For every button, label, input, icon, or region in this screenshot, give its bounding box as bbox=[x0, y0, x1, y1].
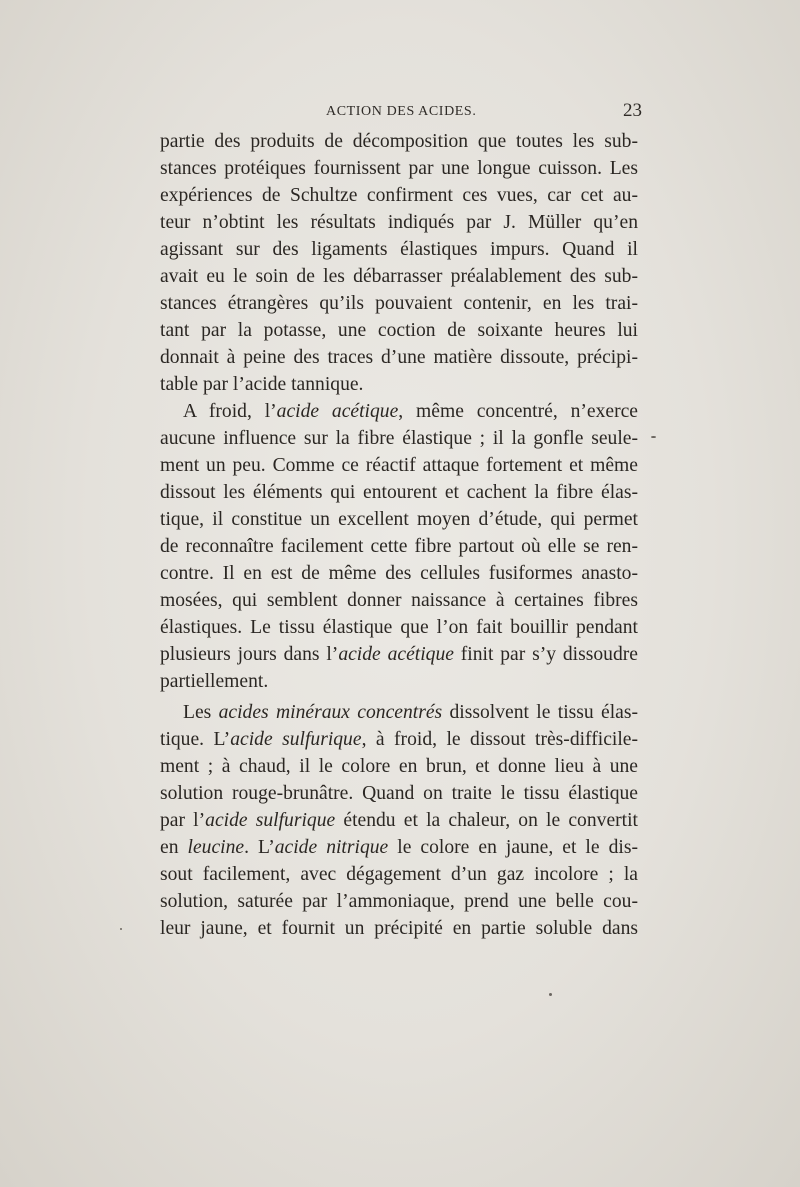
text-line: solution, saturée par l’ammoniaque, prend une belle cou- bbox=[160, 891, 638, 912]
text-line: stances étrangères qu’ils pouvaient contenir, en les trai- bbox=[160, 293, 638, 314]
text-line: stances protéiques fournissent par une longue cuisson. Les bbox=[160, 158, 638, 179]
text-line: ment ; à chaud, il le colore en brun, et donne lieu à une bbox=[160, 756, 638, 777]
text-line: table par l’acide tannique. bbox=[160, 374, 364, 395]
text-line: en leucine. L’acide nitrique le colore en jaune, et le dis- bbox=[160, 837, 638, 858]
paper-speck bbox=[549, 993, 552, 996]
text-line: tant par la potasse, une coction de soixante heures lui bbox=[160, 320, 638, 341]
text-line: expériences de Schultze confirment ces vues, car cet au- bbox=[160, 185, 638, 206]
page-number: 23 bbox=[623, 100, 642, 121]
text-line: de reconnaître facilement cette fibre partout où elle se ren- bbox=[160, 536, 638, 557]
text-line: aucune influence sur la fibre élastique ; il la gonfle seule- bbox=[160, 428, 638, 449]
text-line: dissout les éléments qui entourent et cachent la fibre élas- bbox=[160, 482, 638, 503]
text-line: donnait à peine des traces d’une matière dissoute, précipi- bbox=[160, 347, 638, 368]
text-line: mosées, qui semblent donner naissance à certaines fibres bbox=[160, 590, 638, 611]
text-line: plusieurs jours dans l’acide acétique finit par s’y dissoudre bbox=[160, 644, 638, 665]
running-head bbox=[160, 100, 642, 126]
text-line: sout facilement, avec dégagement d’un gaz incolore ; la bbox=[160, 864, 638, 885]
paragraph-2 bbox=[160, 398, 638, 695]
paragraph-3 bbox=[160, 699, 638, 942]
paragraph-1 bbox=[160, 128, 638, 398]
running-title: ACTION DES ACIDES. bbox=[326, 104, 477, 119]
text-line: contre. Il en est de même des cellules fusiformes anasto- bbox=[160, 563, 638, 584]
text-line: solution rouge-brunâtre. Quand on traite le tissu élastique bbox=[160, 783, 638, 804]
text-line: élastiques. Le tissu élastique que l’on fait bouillir pendant bbox=[160, 617, 638, 638]
body-text bbox=[160, 128, 638, 942]
text-line: par l’acide sulfurique étendu et la chaleur, on le convertit bbox=[160, 810, 638, 831]
text-line: tique, il constitue un excellent moyen d’étude, qui permet bbox=[160, 509, 638, 530]
paper-speck bbox=[120, 928, 122, 930]
text-line: partiellement. bbox=[160, 671, 269, 692]
text-line: partie des produits de décomposition que toutes les sub- bbox=[160, 131, 638, 152]
text-line: leur jaune, et fournit un précipité en partie soluble dans bbox=[160, 918, 638, 939]
text-line: tique. L’acide sulfurique, à froid, le dissout très-difficile- bbox=[160, 729, 639, 750]
text-line: teur n’obtint les résultats indiqués par J. Müller qu’en bbox=[160, 212, 638, 233]
text-line: ment un peu. Comme ce réactif attaque fortement et même bbox=[160, 455, 638, 476]
text-line: A froid, l’acide acétique, même concentré, n’exerce bbox=[183, 401, 638, 422]
text-line: agissant sur des ligaments élastiques impurs. Quand il bbox=[160, 239, 638, 260]
text-line: Les acides minéraux concentrés dissolvent le tissu élas- bbox=[183, 702, 638, 723]
paper-speck bbox=[651, 436, 656, 438]
text-line: avait eu le soin de les débarrasser préalablement des sub- bbox=[160, 266, 638, 287]
